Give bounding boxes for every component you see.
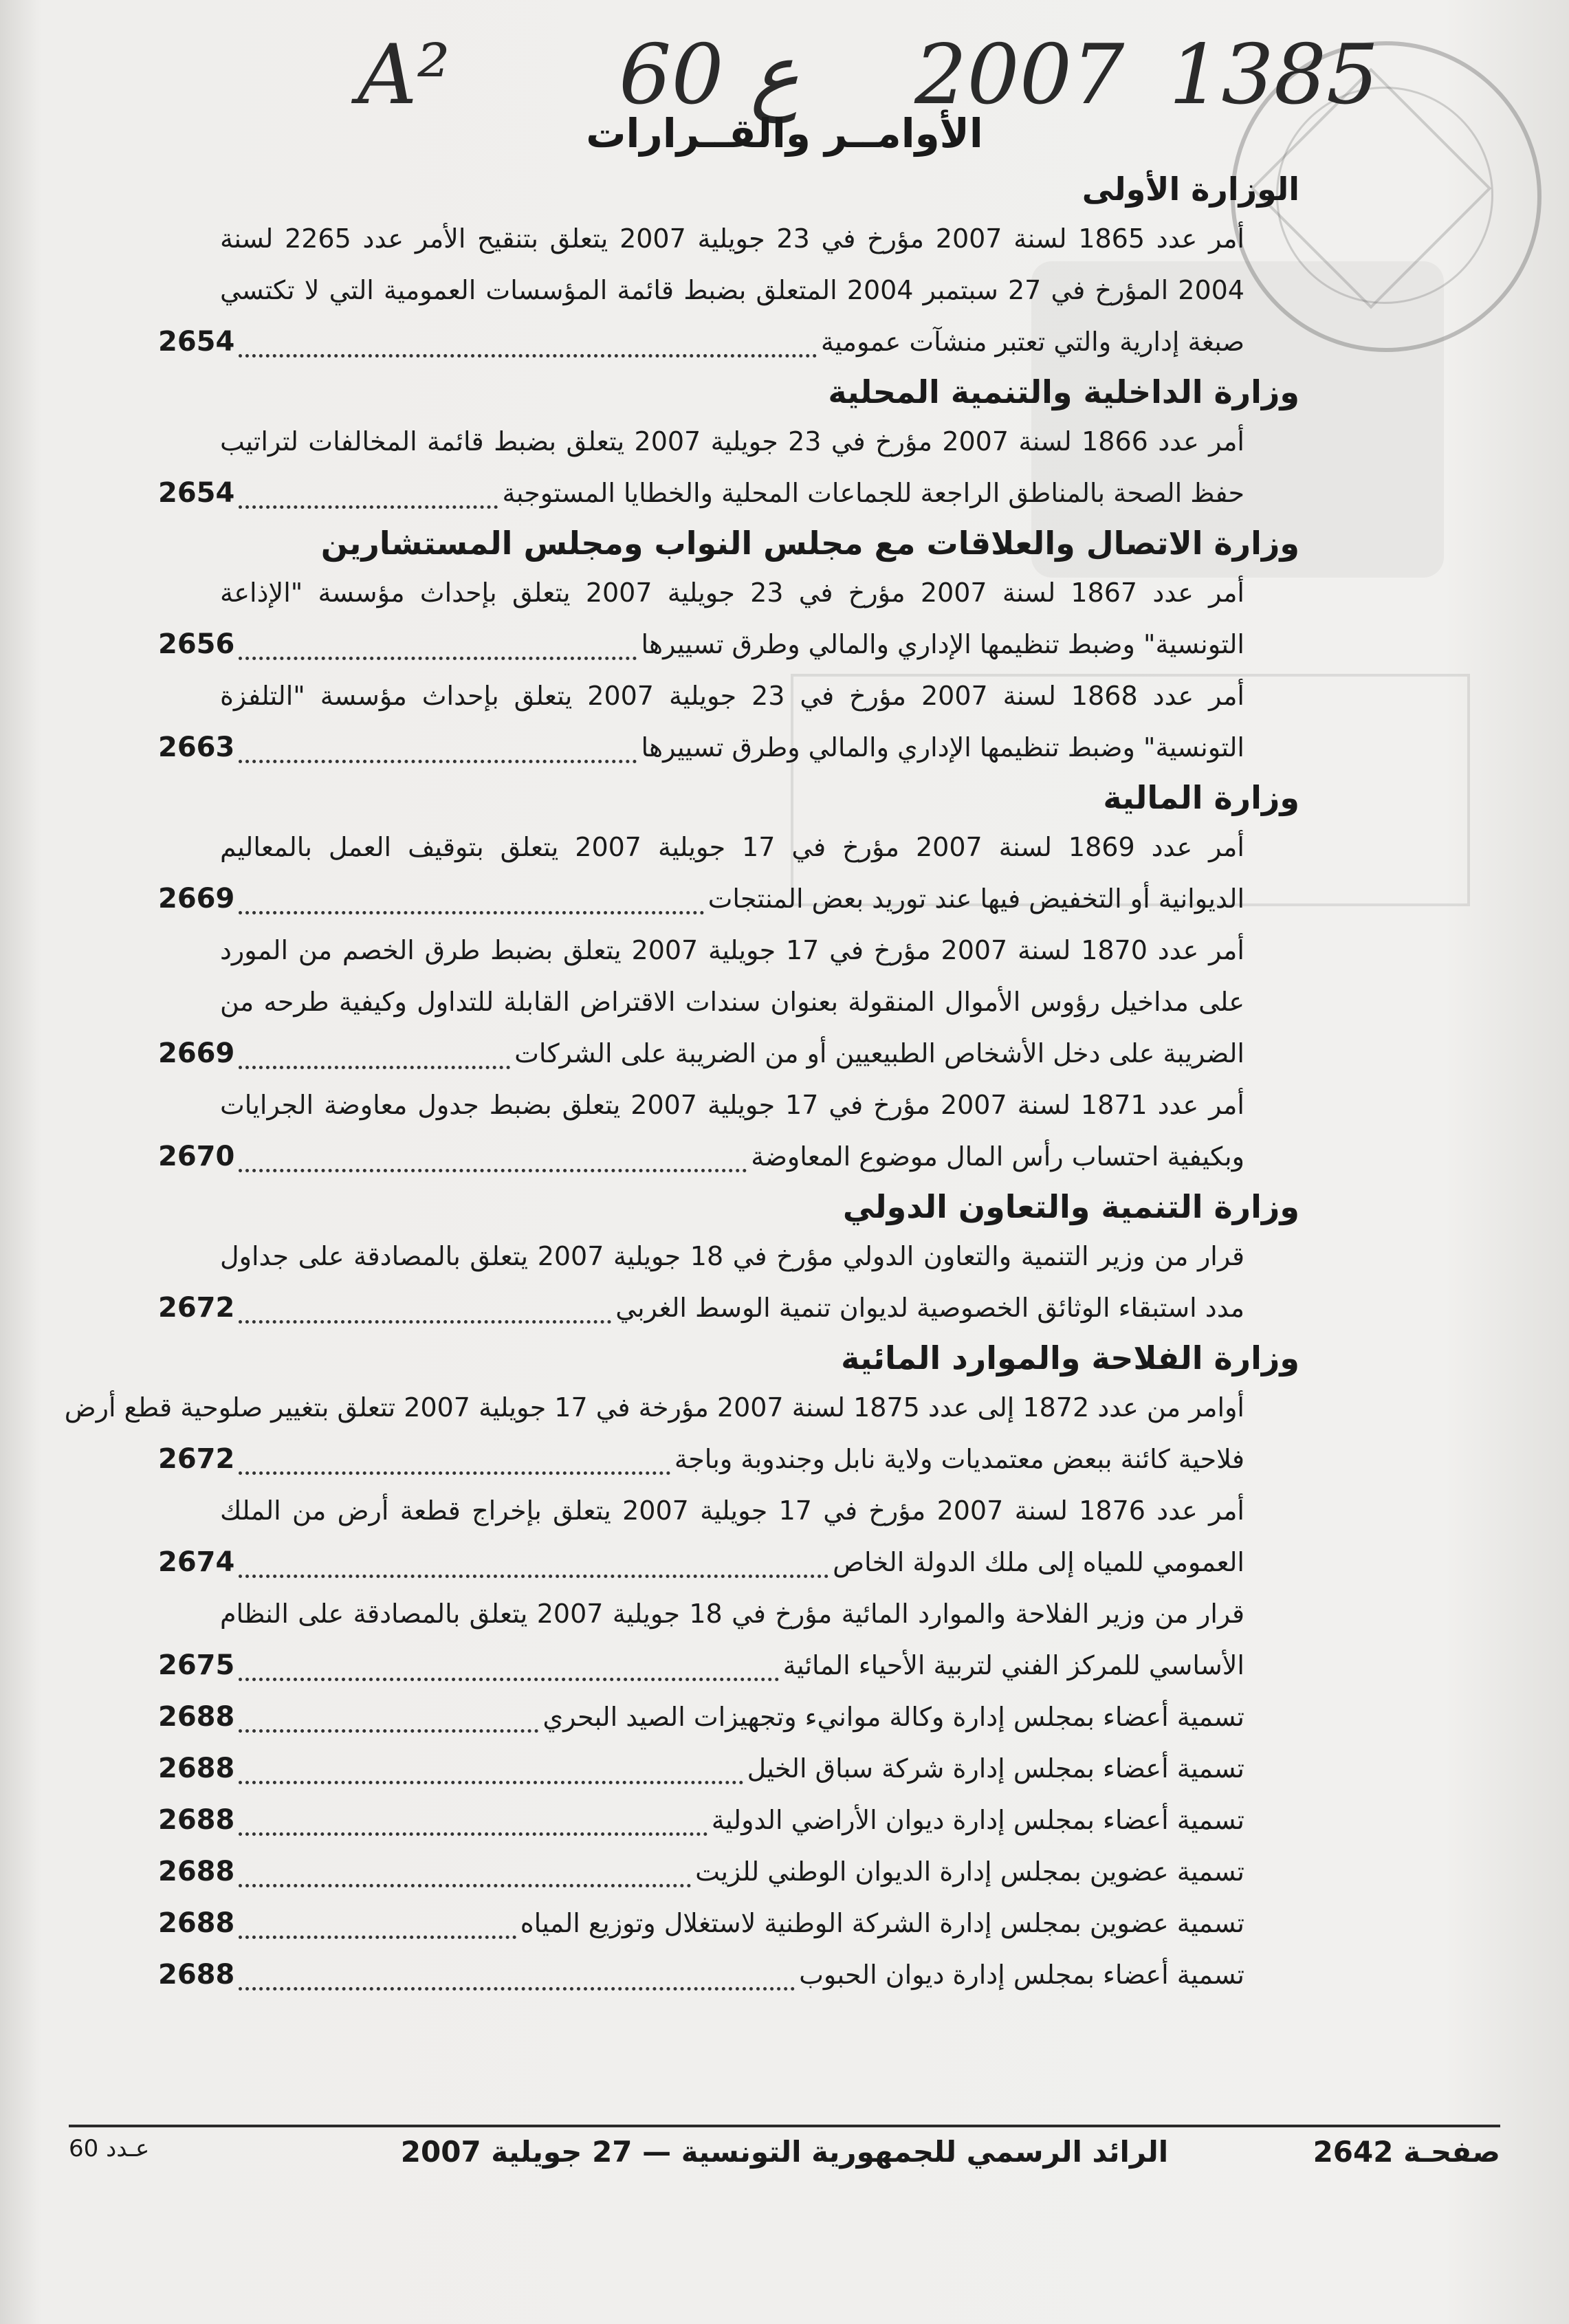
entry-text-line: التونسية" وضبط تنظيمها الإداري والمالي وطرق تسييرها [641,732,1244,763]
entry-final-line [158,1434,1244,1485]
page-reference: 2674 [158,1546,235,1578]
entry-final-line [158,1691,1244,1743]
entry-text-line: أمر عدد 1867 لسنة 2007 مؤرخ في 23 جويلية 2007 يتعلق بإحداث مؤسسة "الإذاعة [220,578,1244,608]
entry-final-line [158,1898,1244,1949]
entry-text-line: تسمية أعضاء بمجلس إدارة ديوان الحبوب [799,1960,1244,1990]
toc-entry [158,1079,1299,1183]
entry-text-line: أمر عدد 1869 لسنة 2007 مؤرخ في 17 جويلية 2007 يتعلق بتوقيف العمل بالمعاليم [220,832,1244,862]
entry-text-line: صبغة إدارية والتي تعتبر منشآت عمومية [820,327,1244,357]
footer-journal-title: الرائد الرسمي للجمهورية التونسية — 27 جويلية 2007 [400,2135,1169,2169]
dot-leader [239,1155,747,1172]
ministry-heading: وزارة الفلاحة والموارد المائية [841,1339,1299,1377]
page-reference: 2688 [158,1804,235,1836]
entry-text-line: أوامر من عدد 1872 إلى عدد 1875 لسنة 2007 مؤرخة في 17 جويلية 2007 تتعلق بتغيير صلوحية قطع أرض [64,1392,1244,1423]
dot-leader [239,1767,743,1784]
entry-text-line: الديوانية أو التخفيض فيها عند توريد بعض المنتجات [707,884,1244,914]
entry-final-line [158,316,1244,368]
toc-entry [158,1898,1299,1949]
entry-text-line: أمر عدد 1865 لسنة 2007 مؤرخ في 23 جويلية 2007 يتعلق بتنقيح الأمر عدد 2265 لسنة [220,223,1244,254]
dot-leader [239,1715,538,1733]
entry-text-line: أمر عدد 1871 لسنة 2007 مؤرخ في 17 جويلية 2007 يتعلق بضبط جدول معاوضة الجرايات [220,1090,1244,1120]
toc-entry [158,1795,1299,1846]
dot-leader [239,1458,670,1475]
footer-rule [69,2125,1500,2127]
toc-entry [158,567,1299,670]
page-reference: 2672 [158,1292,235,1324]
handwritten-issue: 60 ع [619,28,800,123]
dot-leader [239,1052,510,1069]
page-reference: 2675 [158,1649,235,1681]
footer-issue-number: عـدد 60 [69,2135,150,2162]
entry-text-line: قرار من وزير الفلاحة والموارد المائية مؤرخ في 18 جويلية 2007 يتعلق بالمصادقة على النظام [220,1599,1245,1629]
entry-final-line [158,1846,1244,1898]
page-reference: 2663 [158,732,235,763]
entry-final-line [158,1028,1244,1079]
entry-text-line: أمر عدد 1870 لسنة 2007 مؤرخ في 17 جويلية 2007 يتعلق بضبط طرق الخصم من المورد [220,935,1244,965]
entry-final-line [158,1282,1244,1334]
entry-text-line: 2004 المؤرخ في 27 سبتمبر 2004 المتعلق بضبط قائمة المؤسسات العمومية التي لا تكتسي [220,275,1244,305]
page-reference: 2670 [158,1141,235,1172]
toc-entry [158,822,1299,925]
dot-leader [239,1561,829,1578]
toc-entry [158,1949,1299,2001]
entry-text-line: على مداخيل رؤوس الأموال المنقولة بعنوان سندات الاقتراض القابلة للتداول وكيفية طرحه من [220,987,1244,1017]
page-reference: 2672 [158,1443,235,1475]
handwritten-code: A² [358,28,450,123]
toc-entry [158,1743,1299,1795]
entry-text-line: أمر عدد 1868 لسنة 2007 مؤرخ في 23 جويلية 2007 يتعلق بإحداث مؤسسة "التلفزة [220,681,1244,711]
entry-text-line: مدد استبقاء الوثائق الخصوصية لديوان تنمية الوسط الغربي [615,1293,1244,1323]
entry-text-line: تسمية عضوين بمجلس إدارة الديوان الوطني للزيت [695,1856,1244,1887]
toc-entry [158,1846,1299,1898]
page-reference: 2669 [158,1038,235,1069]
page-reference: 2688 [158,1753,235,1784]
toc-entry [158,1485,1299,1588]
toc-entry [158,416,1299,519]
entry-final-line [158,873,1244,925]
dot-leader [239,1819,707,1836]
entry-final-line [158,1949,1244,2001]
toc-entry [158,925,1299,1079]
toc-entry [158,670,1299,774]
dot-leader [239,897,703,914]
entry-final-line [158,619,1244,670]
entry-text-line: أمر عدد 1866 لسنة 2007 مؤرخ في 23 جويلية 2007 يتعلق بضبط قائمة المخالفات لتراتيب [220,426,1244,457]
page-footer [69,2135,1500,2190]
dot-leader [239,1973,795,1991]
entry-text-line: تسمية أعضاء بمجلس إدارة شركة سباق الخيل [747,1753,1244,1784]
entry-final-line [158,722,1244,774]
dot-leader [239,492,498,509]
ministry-heading: وزارة التنمية والتعاون الدولي [842,1188,1299,1225]
toc-entry [158,1231,1299,1334]
entry-text-line: أمر عدد 1876 لسنة 2007 مؤرخ في 17 جويلية 2007 يتعلق بإخراج قطعة أرض من الملك [220,1495,1244,1526]
entry-final-line [158,1131,1244,1183]
entry-text-line: وبكيفية احتساب رأس المال موضوع المعاوضة [751,1141,1244,1172]
entry-text-line: الضريبة على دخل الأشخاص الطبيعيين أو من الضريبة على الشركات [514,1038,1244,1068]
ministry-heading: وزارة الاتصال والعلاقات مع مجلس النواب ومجلس المستشارين [320,525,1299,562]
toc-entry [64,1382,1299,1485]
entry-text-line: قرار من وزير التنمية والتعاون الدولي مؤرخ في 18 جويلية 2007 يتعلق بالمصادقة على جداول [220,1241,1244,1271]
handwritten-year: 2007 [914,28,1125,123]
page-title: الأوامــر والقــرارات [586,110,983,157]
dot-leader [239,643,637,660]
entry-final-line [158,468,1244,519]
footer-page-number: صفحـة 2642 [1313,2135,1500,2169]
dot-leader [239,1922,516,1939]
toc-entry [158,1691,1299,1743]
page-reference: 2656 [158,628,235,660]
page-reference: 2669 [158,883,235,914]
entry-text-line: فلاحية كائنة ببعض معتمديات ولاية نابل وجندوبة وباجة [674,1444,1244,1474]
page-reference: 2654 [158,326,235,358]
ministry-heading: وزارة الداخلية والتنمية المحلية [828,373,1299,410]
entry-final-line [158,1795,1244,1846]
page-reference: 2688 [158,1856,235,1887]
toc-entry [158,1588,1299,1691]
dot-leader [239,340,817,358]
page-reference: 2688 [158,1907,235,1939]
entry-final-line [158,1640,1244,1691]
dot-leader [239,1664,778,1681]
dot-leader [239,746,637,763]
entry-final-line [158,1743,1244,1795]
ministry-heading: الوزارة الأولى [1082,171,1299,208]
ministry-heading: وزارة المالية [1103,779,1299,816]
entry-text-line: تسمية عضوين بمجلس إدارة الشركة الوطنية لاستغلال وتوزيع المياه [520,1908,1244,1938]
entry-text-line: تسمية أعضاء بمجلس إدارة وكالة موانيء وتجهيزات الصيد البحري [542,1702,1244,1732]
entry-text-line: تسمية أعضاء بمجلس إدارة ديوان الأراضي الدولية [711,1805,1244,1835]
dot-leader [239,1306,611,1324]
entry-text-line: العمومي للمياه إلى ملك الدولة الخاص [833,1547,1244,1577]
page-reference: 2688 [158,1959,235,1991]
handwritten-number: 1385 [1169,28,1379,123]
entry-text-line: التونسية" وضبط تنظيمها الإداري والمالي وطرق تسييرها [641,629,1244,659]
page-reference: 2688 [158,1701,235,1733]
page-reference: 2654 [158,477,235,509]
dot-leader [239,1870,691,1887]
entry-text-line: الأساسي للمركز الفني لتربية الأحياء المائية [782,1650,1244,1680]
handwritten-reference [0,14,1569,124]
entry-text-line: حفظ الصحة بالمناطق الراجعة للجماعات المحلية والخطايا المستوجبة [502,478,1244,508]
table-of-contents [64,165,1299,2001]
entry-final-line [158,1537,1244,1588]
toc-entry [158,213,1299,368]
